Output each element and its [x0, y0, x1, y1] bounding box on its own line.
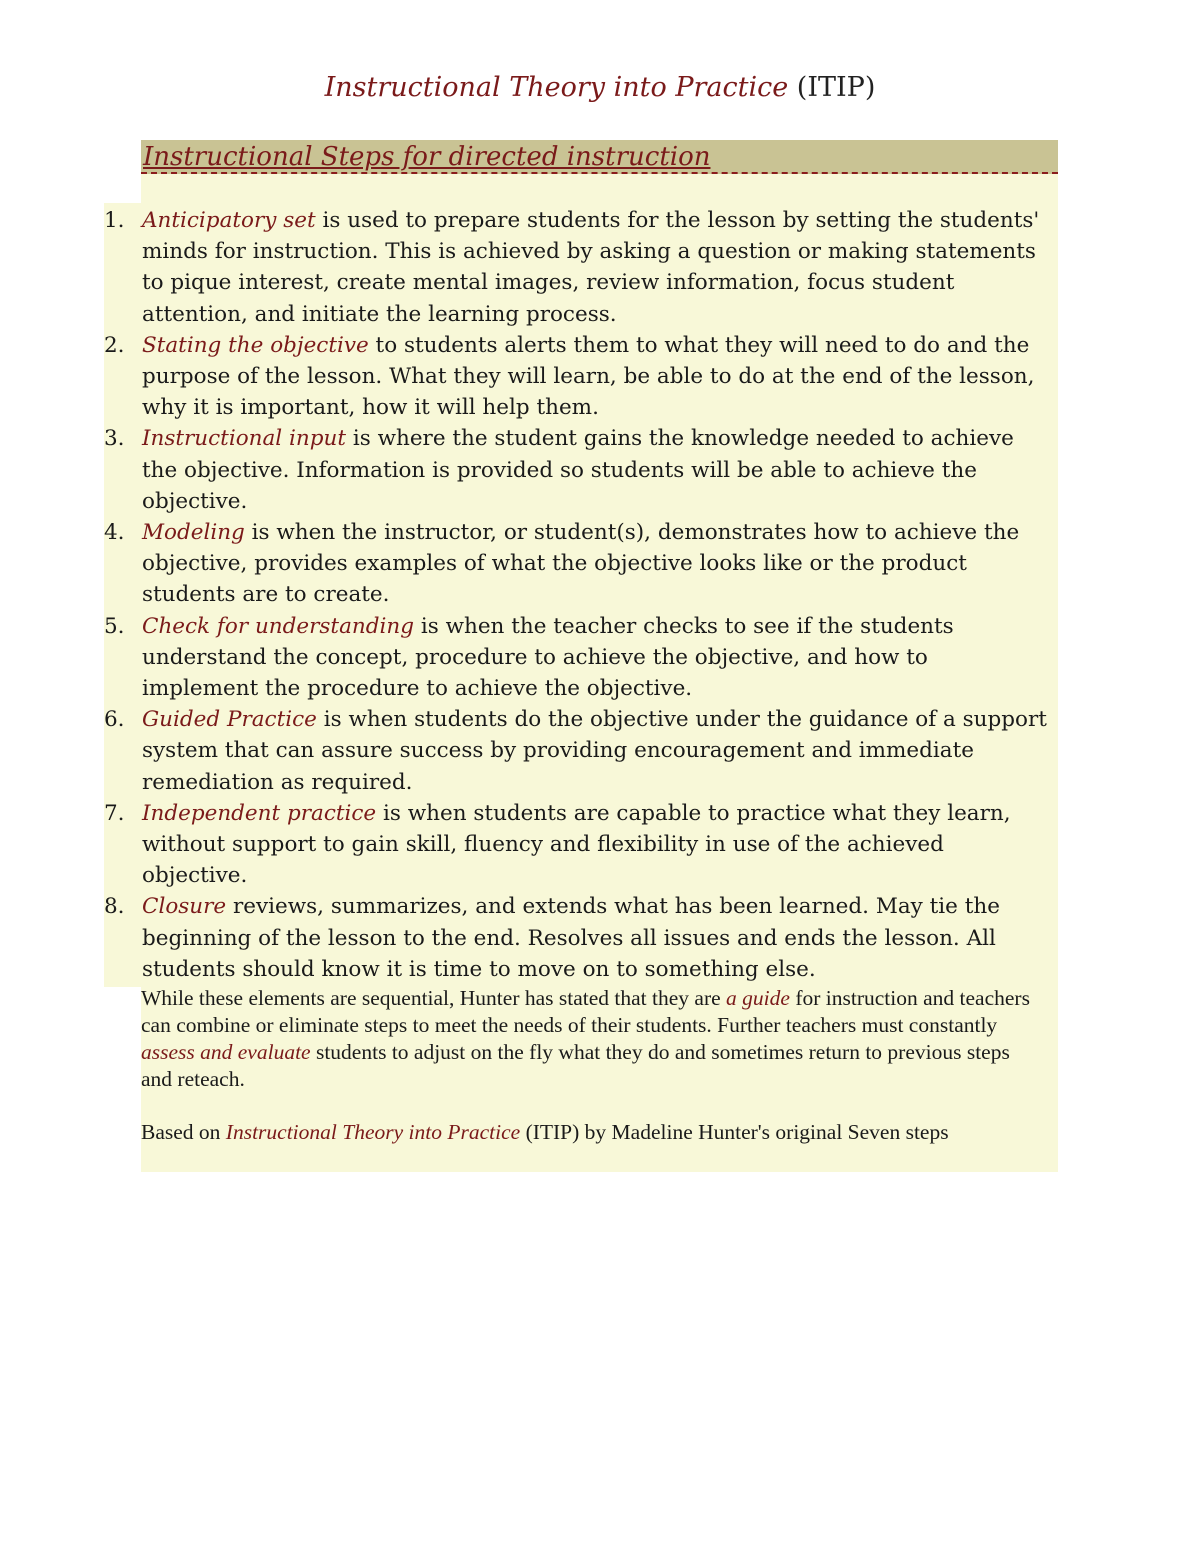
- note-text: for instruction and teachers can combine or eliminate steps to meet the needs of their students. Further teachers must constantly: [141, 986, 1030, 1037]
- step-number: 1.: [104, 208, 125, 233]
- step-term: Instructional input: [142, 426, 346, 452]
- steps-list: [104, 205, 1049, 985]
- step-text: is when students do the objective under the guidance of a support system that can assure success by providing encouragement and immediate remediation as required.: [142, 707, 1047, 795]
- credit-suffix: (ITIP) by Madeline Hunter's original Seven steps: [520, 1120, 949, 1144]
- step-number: 8.: [104, 894, 125, 920]
- step-number: 2.: [104, 332, 125, 358]
- list-item: [104, 517, 1049, 611]
- list-item: [104, 423, 1049, 517]
- step-term: Anticipatory set: [142, 208, 316, 233]
- step-number: 6.: [104, 707, 125, 733]
- step-text: reviews, summarizes, and extends what has been learned. May tie the beginning of the lesson to the end. Resolves all issues and ends the lesson. All students should know it is time to move on to something else.: [142, 894, 1000, 982]
- list-item: [104, 611, 1049, 705]
- section-heading-bar: [141, 140, 1058, 174]
- step-term: Modeling: [142, 520, 245, 546]
- sequence-note: [141, 985, 1046, 1093]
- title-italic: Instructional Theory into Practice: [324, 72, 789, 103]
- step-number: 5.: [104, 613, 125, 639]
- step-text: is when the instructor, or student(s), demonstrates how to achieve the objective, provides examples of what the objective looks like or the product students are to create.: [142, 520, 1020, 608]
- step-term: Guided Practice: [142, 707, 317, 733]
- list-item: [104, 330, 1049, 424]
- source-credit: [141, 1119, 1056, 1146]
- step-term: Stating the objective: [142, 332, 369, 358]
- step-term: Closure: [142, 894, 227, 920]
- note-highlight: assess and evaluate: [141, 1040, 311, 1064]
- step-number: 4.: [104, 520, 125, 546]
- note-text: While these elements are sequential, Hunter has stated that they are: [141, 986, 727, 1010]
- step-number: 7.: [104, 800, 125, 826]
- step-text: is when students are capable to practice what they learn, without support to gain skill, fluency and flexibility in use of the achieved objective.: [142, 800, 1011, 889]
- step-term: Independent practice: [142, 800, 377, 826]
- note-highlight: a guide: [726, 986, 790, 1010]
- page-title: [0, 70, 1200, 106]
- step-text: to students alerts them to what they will need to do and the purpose of the lesson. What they will learn, be able to do at the end of the lesson, why it is important, how it will help them.: [142, 332, 1035, 421]
- list-item: [104, 891, 1049, 985]
- title-abbrev: (ITIP): [788, 72, 876, 103]
- list-item: [104, 798, 1049, 892]
- step-text: is used to prepare students for the lesson by setting the students' minds for instruction. This is achieved by asking a question or making statements to pique interest, create mental images, review information, focus student attention, and initiate the learning process.: [142, 208, 1040, 327]
- step-text: is when the teacher checks to see if the students understand the concept, procedure to achieve the objective, and how to implement the procedure to achieve the objective.: [142, 613, 954, 702]
- step-text: is where the student gains the knowledge needed to achieve the objective. Information is provided so students will be able to achieve the objective.: [142, 426, 1014, 514]
- list-item: [104, 205, 1049, 330]
- step-number: 3.: [104, 426, 125, 452]
- section-heading: Instructional Steps for directed instruction: [143, 142, 711, 172]
- list-item: [104, 704, 1049, 798]
- note-text: students to adjust on the fly what they do and sometimes return to previous steps and reteach.: [141, 1040, 1010, 1091]
- step-term: Check for understanding: [142, 613, 414, 639]
- credit-prefix: Based on: [141, 1120, 226, 1144]
- credit-title: Instructional Theory into Practice: [225, 1120, 521, 1144]
